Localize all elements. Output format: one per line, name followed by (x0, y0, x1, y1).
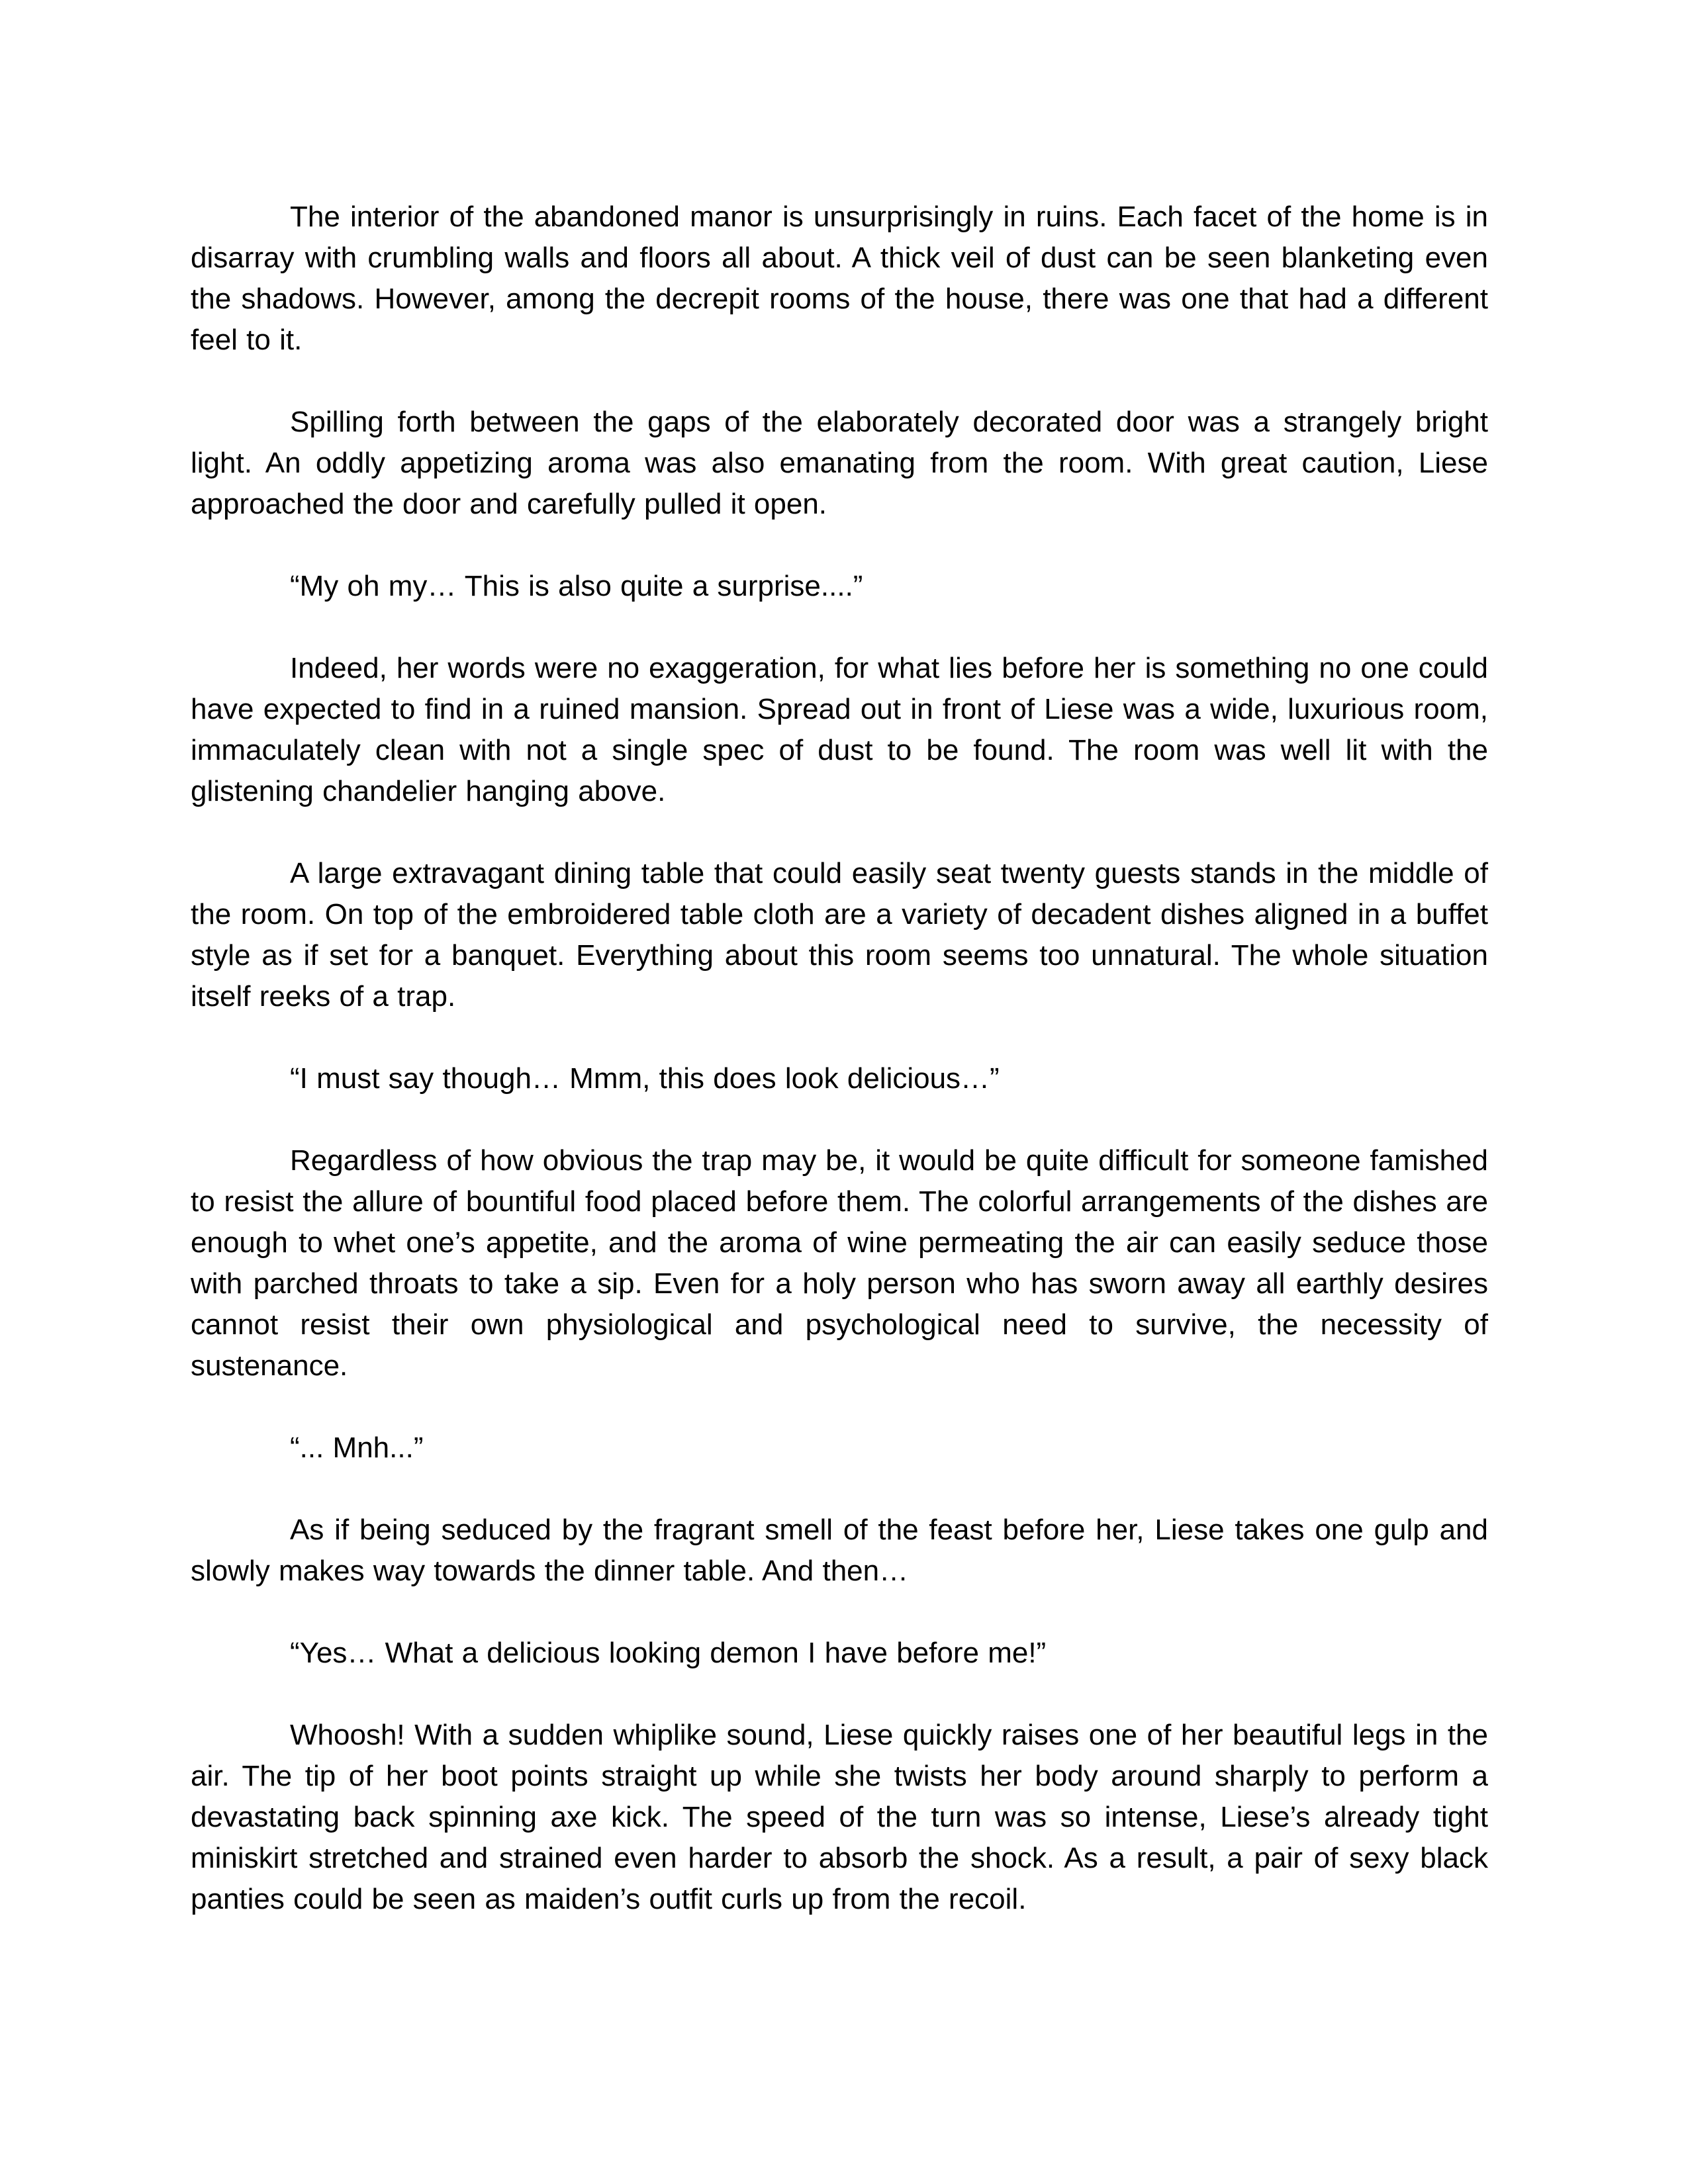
paragraph-2: Spilling forth between the gaps of the elaborately decorated door was a strangely bright light. An oddly appetizing aroma was also emanating from the room. With great caution, Liese approached the door and carefully pulled it open. (191, 406, 1488, 520)
paragraph-1: The interior of the abandoned manor is unsurprisingly in ruins. Each facet of the home is in disarray with crumbling walls and floors all about. A thick veil of dust can be seen blanketing even the shadows. However, among the decrepit rooms of the house, there was one that had a different feel to it. (191, 201, 1488, 356)
dialogue-line-3: “... Mnh...” (290, 1432, 424, 1464)
paragraph-7: Whoosh! With a sudden whiplike sound, Liese quickly raises one of her beautiful legs in the air. The tip of her boot points straight up while she twists her body around sharply to perform a devastating back spinning axe kick. The speed of the turn was so intense, Liese’s already tight miniskirt stretched and strained even harder to absorb the shock. As a result, a pair of sexy black panties could be seen as maiden’s outfit curls up from the recoil. (191, 1719, 1488, 1915)
paragraph-4: A large extravagant dining table that could easily seat twenty guests stands in the middle of the room. On top of the embroidered table cloth are a variety of decadent dishes aligned in a buffet style as if set for a banquet. Everything about this room seems too unnatural. The whole situation itself reeks of a trap. (191, 857, 1488, 1013)
paragraph-3: Indeed, her words were no exaggeration, for what lies before her is something no one could have expected to find in a ruined mansion. Spread out in front of Liese was a wide, luxurious room, immaculately clean with not a single spec of dust to be found. The room was well lit with the glistening chandelier hanging above. (191, 652, 1488, 807)
dialogue-line-2: “I must say though… Mmm, this does look delicious…” (290, 1062, 1000, 1095)
dialogue-line-4: “Yes… What a delicious looking demon I have before me!” (290, 1637, 1047, 1669)
dialogue-line-1: “My oh my… This is also quite a surprise....” (290, 570, 863, 602)
paragraph-6: As if being seduced by the fragrant smell of the feast before her, Liese takes one gulp and slowly makes way towards the dinner table. And then… (191, 1514, 1488, 1587)
paragraph-5: Regardless of how obvious the trap may be, it would be quite difficult for someone famished to resist the allure of bountiful food placed before them. The colorful arrangements of the dishes are enough to whet one’s appetite, and the aroma of wine permeating the air can easily seduce those with parched throats to take a sip. Even for a holy person who has sworn away all earthly desires cannot resist their own physiological and psychological need to survive, the necessity of sustenance. (191, 1144, 1488, 1382)
